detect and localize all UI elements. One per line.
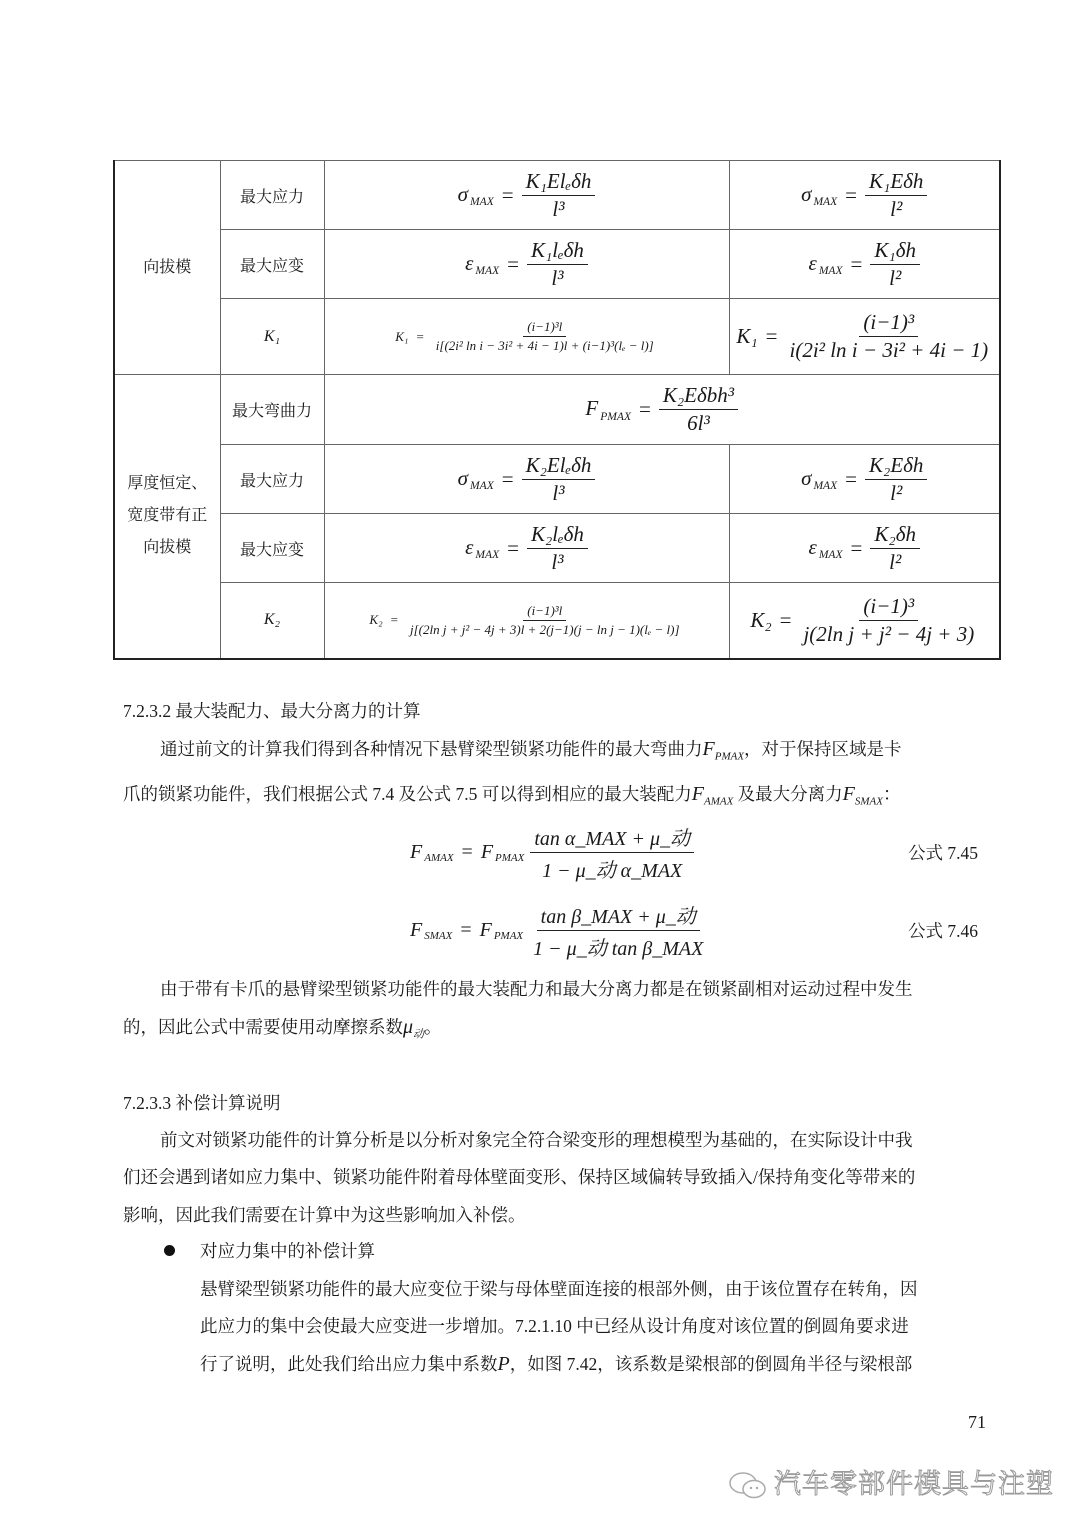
formula-lhs <box>458 466 494 492</box>
text-segment: ，如图 7.42，该系数是梁根部的倒圆角半径与梁根部 <box>509 1354 913 1374</box>
numerator: K₁Elₑδh <box>522 169 596 196</box>
formula-lhs-symbol: ε <box>465 534 474 559</box>
text-segment: 7.2.3.2 最大装配力、最大分离力的计算 <box>123 701 421 721</box>
text-line <box>123 1016 442 1045</box>
text-line <box>200 1353 912 1375</box>
fraction <box>799 594 978 647</box>
text-segment: 对应力集中的补偿计算 <box>200 1241 375 1261</box>
inline-math <box>498 1353 510 1375</box>
numerator: (i−1)³ <box>859 310 918 337</box>
equation-7-45 <box>0 822 1080 882</box>
text-line <box>160 978 913 1000</box>
watermark <box>728 1462 1054 1502</box>
denominator: l² <box>889 549 902 574</box>
math-subscript: 动 <box>413 1028 425 1041</box>
inline-math <box>702 738 745 763</box>
formula-lhs-subscript: SMAX <box>424 930 453 943</box>
formula-lhs-symbol: ε <box>808 534 817 559</box>
row-label: 最大应变 <box>220 230 324 299</box>
formula-lhs-symbol: F <box>410 840 423 863</box>
text-segment: 的，因此公式中需要使用动摩擦系数 <box>123 1017 403 1037</box>
group-label-line: 向拔模 <box>143 258 192 276</box>
equals-sign: = <box>779 607 792 632</box>
formula-lhs-subscript: MAX <box>813 196 838 209</box>
denominator: 1 − μ_动 α_MAX <box>542 860 683 882</box>
denominator: i[(2i² ln i − 3i² + 4i − 1)l + (i−1)³(lₑ − l)] <box>435 338 654 353</box>
formula-lhs <box>410 841 454 865</box>
formula-lhs-symbol: σ <box>801 181 812 206</box>
formula-lhs <box>801 182 837 208</box>
formula <box>458 453 596 506</box>
text-line <box>123 1204 526 1226</box>
formula <box>395 319 658 354</box>
formula-cell-b <box>729 514 1000 583</box>
text-segment: 由于带有卡爪的悬臂梁型锁紧功能件的最大装配力和最大分离力都是在锁紧副相对运动过程中发生 <box>160 979 913 999</box>
numerator: K₂Elₑδh <box>522 453 596 480</box>
equals-sign: = <box>507 535 519 560</box>
math-symbol: F <box>702 738 715 760</box>
text-segment: ，对于保持区域是卡 <box>744 739 902 759</box>
fraction <box>870 238 920 291</box>
row-label: K₂ <box>220 583 324 659</box>
numerator: K₂δh <box>870 522 920 549</box>
formula-lhs-symbol: σ <box>801 465 812 490</box>
formula-lhs-symbol: F <box>585 396 599 421</box>
numerator: K₂Eδh <box>865 453 927 480</box>
formula-lhs-subscript: MAX <box>818 265 843 278</box>
formula-lhs-symbol: σ <box>457 181 469 206</box>
formula-lhs-symbol: K₂ <box>369 612 383 628</box>
row-group-label <box>114 375 220 659</box>
group-label-line: 厚度恒定、 <box>127 475 208 493</box>
formula-lhs-symbol: K₁ <box>736 324 758 348</box>
formula-cell-b <box>729 161 1000 230</box>
formula-lhs <box>458 182 494 208</box>
equals-sign: = <box>461 841 473 863</box>
row-label: K₁ <box>220 299 324 375</box>
inline-math <box>403 1016 425 1041</box>
formula-cell-b <box>729 583 1000 659</box>
text-line <box>200 1315 909 1337</box>
numerator: tan β_MAX + μ_动 <box>537 900 700 931</box>
text-segment: 7.2.3.3 补偿计算说明 <box>123 1093 281 1113</box>
numerator: K₁lₑδh <box>527 238 588 265</box>
formula-lhs-subscript: PMAX <box>600 410 632 423</box>
factor-subscript: PMAX <box>495 852 525 865</box>
denominator: l³ <box>551 265 564 290</box>
text-line <box>123 700 421 722</box>
formula <box>410 900 707 961</box>
bullet-icon <box>164 1245 175 1256</box>
fraction <box>870 522 920 575</box>
fraction <box>406 603 684 638</box>
text-line <box>160 1129 913 1151</box>
formula-lhs <box>369 612 382 628</box>
text-segment: 们还会遇到诸如应力集中、锁紧功能件附着母体壁面变形、保持区域偏转导致插入/保持角变化等带来的 <box>123 1167 916 1187</box>
formula <box>801 453 927 506</box>
group-label-line: 宽度带有正 <box>127 507 208 525</box>
table-row <box>114 514 1000 583</box>
row-label: 最大应力 <box>220 161 324 230</box>
denominator: l² <box>889 265 902 290</box>
formula-lhs <box>736 324 757 349</box>
table-row <box>114 445 1000 514</box>
formula-table <box>113 160 1001 660</box>
formula <box>410 822 694 883</box>
row-label: 最大弯曲力 <box>220 375 324 445</box>
text-segment: 前文对锁紧功能件的计算分析是以分析对象完全符合梁变形的理想模型为基础的，在实际设计中我 <box>160 1130 913 1150</box>
math-symbol: μ <box>403 1016 414 1038</box>
text-segment: ： <box>883 784 901 804</box>
formula <box>809 238 920 291</box>
equals-sign: = <box>501 466 514 491</box>
formula-lhs <box>585 396 631 422</box>
numerator: (i−1)³l <box>523 603 566 621</box>
text-segment: 行了说明，此处我们给出应力集中系数 <box>200 1354 498 1374</box>
fraction <box>522 453 596 506</box>
table-row <box>114 161 1000 230</box>
table-row <box>114 230 1000 299</box>
formula-lhs-subscript: MAX <box>475 549 500 562</box>
denominator: l² <box>890 196 903 221</box>
formula-lhs-symbol: K₂ <box>750 607 772 632</box>
equation-number: 公式 7.45 <box>908 843 978 863</box>
denominator: j(2ln j + j² − 4j + 3) <box>803 621 975 646</box>
formula-lhs-subscript: MAX <box>818 549 843 562</box>
text-segment: 爪的锁紧功能件，我们根据公式 7.4 及公式 7.5 可以得到相应的最大装配力 <box>123 784 692 804</box>
text-line <box>123 783 901 812</box>
equals-sign: = <box>390 612 398 628</box>
formula <box>750 594 978 647</box>
fraction <box>865 453 927 506</box>
formula-cell-b <box>729 445 1000 514</box>
fraction <box>527 522 588 575</box>
equals-sign: = <box>850 251 863 276</box>
fraction <box>659 383 738 436</box>
equals-sign: = <box>639 397 651 421</box>
text-segment: 此应力的集中会使最大应变进一步增加。7.2.1.10 中已经从设计角度对该位置的倒圆角要求进 <box>200 1316 909 1336</box>
factor-subscript: PMAX <box>493 930 524 943</box>
text-line <box>200 1240 375 1262</box>
formula-lhs <box>395 329 408 345</box>
formula <box>585 383 738 436</box>
wechat-icon <box>728 1470 768 1502</box>
math-symbol: P <box>497 1353 510 1375</box>
formula-factor <box>480 919 524 943</box>
fraction <box>529 900 707 961</box>
factor-symbol: F <box>480 840 494 863</box>
formula <box>465 522 588 575</box>
numerator: K₁δh <box>870 238 920 265</box>
equals-sign: = <box>501 182 514 207</box>
factor-symbol: F <box>479 918 492 941</box>
formula-lhs-subscript: MAX <box>475 265 500 278</box>
formula-cell-a <box>324 445 729 514</box>
table-row <box>114 375 1000 445</box>
numerator: K₁Eδh <box>865 169 927 196</box>
row-group-label <box>114 161 220 375</box>
numerator: (i−1)³l <box>523 319 566 337</box>
formula-lhs-symbol: ε <box>808 250 817 275</box>
formula-cell-a <box>324 583 729 659</box>
formula-lhs-subscript: MAX <box>470 480 494 493</box>
formula-lhs-symbol: K₁ <box>395 328 409 344</box>
inline-math <box>842 783 883 808</box>
denominator: i(2i² ln i − 3i² + 4i − 1) <box>789 338 989 362</box>
equals-sign: = <box>845 182 858 207</box>
table-row <box>114 583 1000 659</box>
fraction <box>530 822 694 883</box>
row-label: 最大应力 <box>220 445 324 514</box>
numerator: K₂lₑδh <box>527 522 588 549</box>
formula-lhs <box>809 251 843 277</box>
formula-lhs-subscript: MAX <box>813 480 838 493</box>
formula-cell-a <box>324 514 729 583</box>
formula-lhs-symbol: F <box>410 918 423 941</box>
text-segment: 通过前文的计算我们得到各种情况下悬臂梁型锁紧功能件的最大弯曲力 <box>160 739 703 759</box>
text-line <box>123 1092 281 1114</box>
formula-lhs <box>750 608 771 633</box>
formula-lhs-subscript: MAX <box>470 196 494 209</box>
formula-lhs <box>809 535 843 561</box>
row-label: 最大应变 <box>220 514 324 583</box>
equals-sign: = <box>845 466 858 491</box>
fraction <box>432 319 658 354</box>
equation-number: 公式 7.46 <box>908 921 978 941</box>
fraction <box>865 169 927 222</box>
text-line <box>123 1166 915 1188</box>
denominator: l³ <box>552 196 565 221</box>
math-subscript: AMAX <box>703 795 734 808</box>
formula-lhs <box>465 251 499 277</box>
denominator: l³ <box>551 549 564 574</box>
equals-sign: = <box>416 328 424 344</box>
math-subscript: SMAX <box>854 795 883 808</box>
formula <box>369 603 683 638</box>
denominator: 1 − μ_动 tan β_MAX <box>533 938 704 960</box>
equals-sign: = <box>460 919 472 941</box>
formula-lhs <box>410 919 452 943</box>
fraction <box>522 169 596 222</box>
denominator: j[(2ln j + j² − 4j + 3)l + 2(j−1)(j − ln j − 1)(lₑ − l)] <box>409 621 680 637</box>
formula-lhs <box>801 466 837 492</box>
formula <box>736 310 992 363</box>
text-segment: 及最大分离力 <box>733 784 843 804</box>
formula-cell-a <box>324 230 729 299</box>
formula-lhs-symbol: ε <box>465 250 474 275</box>
formula-cell-b <box>729 230 1000 299</box>
equals-sign: = <box>507 251 519 276</box>
page-number: 71 <box>968 1412 986 1432</box>
numerator: (i−1)³ <box>859 594 918 621</box>
numerator: tan α_MAX + μ_动 <box>530 822 694 853</box>
math-subscript: PMAX <box>714 750 745 763</box>
equals-sign: = <box>765 324 778 348</box>
equals-sign: = <box>850 535 863 560</box>
equation-7-46 <box>0 900 1080 960</box>
formula-cell-a <box>324 161 729 230</box>
formula <box>458 169 596 222</box>
formula-cell-a <box>324 299 729 375</box>
formula <box>809 522 920 575</box>
formula-lhs <box>465 535 499 561</box>
group-label-line: 向拔模 <box>143 539 192 557</box>
text-segment: 。 <box>424 1017 442 1037</box>
formula-lhs-symbol: σ <box>457 465 469 490</box>
inline-math <box>691 783 734 808</box>
fraction <box>527 238 588 291</box>
math-symbol: F <box>842 783 855 805</box>
formula-factor <box>481 841 525 865</box>
watermark-text: 汽车零部件模具与注塑 <box>774 1469 1054 1500</box>
table-row <box>114 299 1000 375</box>
formula <box>465 238 588 291</box>
text-segment: 影响，因此我们需要在计算中为这些影响加入补偿。 <box>123 1205 526 1225</box>
fraction <box>786 310 993 363</box>
denominator: l³ <box>552 480 565 505</box>
text-line <box>200 1278 918 1300</box>
formula <box>801 169 927 222</box>
formula-cell-merged <box>324 375 1000 445</box>
denominator: 6l³ <box>687 411 710 435</box>
text-line <box>160 738 902 767</box>
denominator: l² <box>890 480 903 505</box>
math-symbol: F <box>691 783 704 805</box>
text-segment: 悬臂梁型锁紧功能件的最大应变位于梁与母体壁面连接的根部外侧，由于该位置存在转角，因 <box>200 1279 918 1299</box>
formula-cell-b <box>729 299 1000 375</box>
formula-lhs-subscript: AMAX <box>424 852 454 865</box>
numerator: K₂Eδbh³ <box>659 383 738 410</box>
